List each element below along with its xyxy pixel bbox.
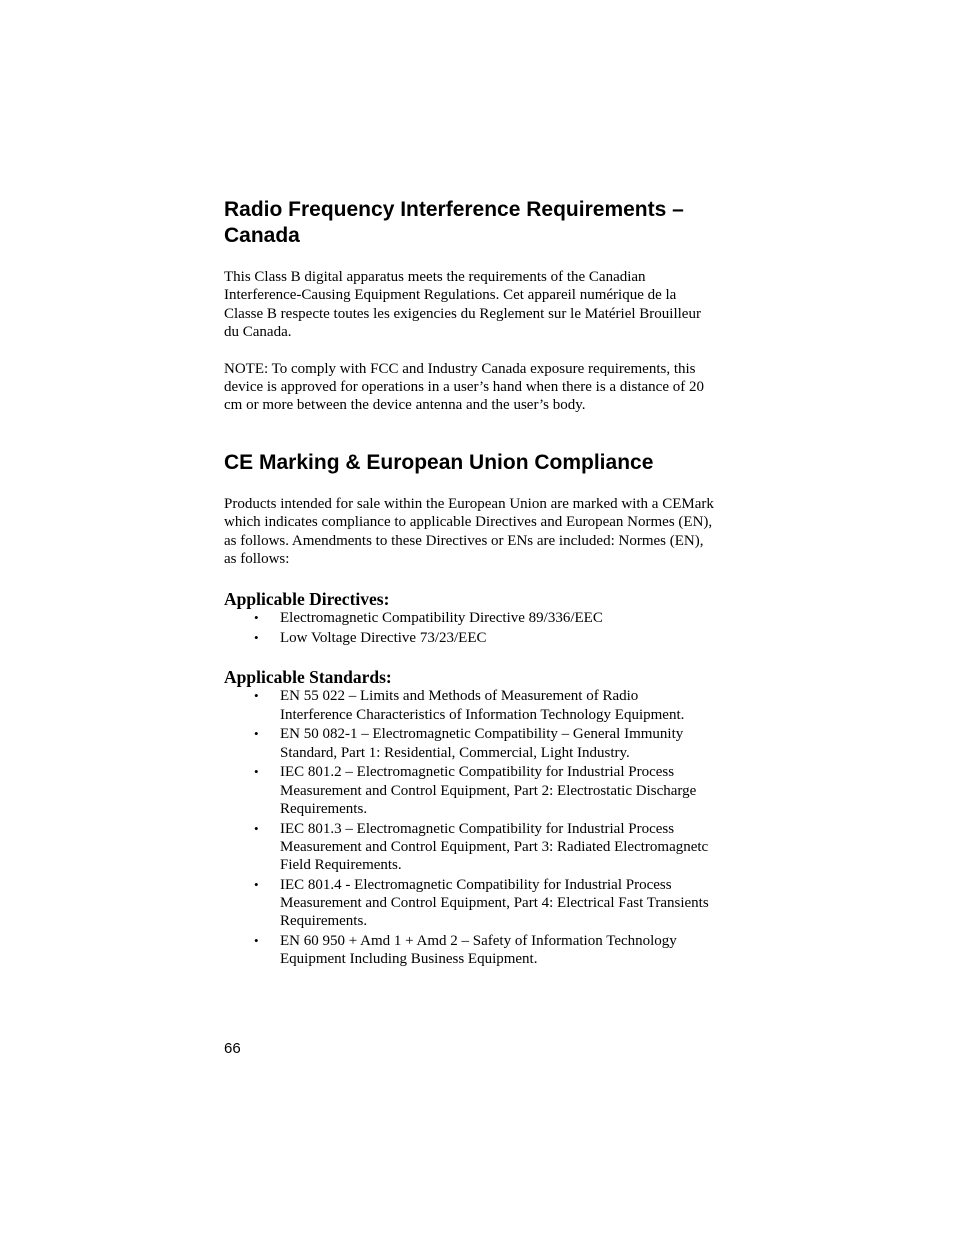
bullet-icon: •: [254, 820, 259, 836]
list-item-text: Low Voltage Directive 73/23/EEC: [280, 630, 487, 647]
bullet-icon: •: [254, 933, 259, 949]
list-item: [224, 629, 714, 647]
list-item-text: EN 50 082-1 – Electromagnetic Compatibility – General Immunity Standard, Part 1: Residential, Commercial, Light Industry.: [280, 726, 684, 761]
list-item-text: IEC 801.2 – Electromagnetic Compatibility for Industrial Process Measurement and Control Equipment, Part 2: Electrostatic Discharge Requirements.: [280, 764, 697, 817]
bullet-icon: •: [254, 764, 259, 780]
section-title-canada: Radio Frequency Interference Requirements – Canada: [224, 198, 684, 247]
list-item: [224, 687, 714, 723]
list-item: [224, 820, 714, 875]
directives-heading: Applicable Directives:: [224, 589, 390, 610]
list-item-text: Electromagnetic Compatibility Directive 89/336/EEC: [280, 610, 603, 627]
directives-list: [224, 609, 714, 647]
bullet-icon: •: [254, 630, 259, 646]
canada-paragraph-1: This Class B digital apparatus meets the requirements of the Canadian Interference-Causing Equipment Regulations. Cet appareil numérique de la Classe B respecte toutes les exigencies du Reglement sur le Matériel Brouilleur du Canada.: [224, 269, 701, 341]
list-item-text: IEC 801.4 - Electromagnetic Compatibility for Industrial Process Measurement and Control Equipment, Part 4: Electrical Fast Transients Requirements.: [280, 876, 709, 930]
list-item: [224, 876, 714, 931]
list-item: [224, 763, 714, 818]
list-item-text: EN 55 022 – Limits and Methods of Measurement of Radio Interference Characteristics of Information Technology Equipment.: [280, 688, 685, 723]
section-title-ce: CE Marking & European Union Compliance: [224, 450, 654, 474]
ce-paragraph-1: Products intended for sale within the European Union are marked with a CEMark which indicates compliance to applicable Directives and European Normes (EN), as follows. Amendments to these Directives or ENs are included: Normes (EN), as follows:: [224, 495, 714, 568]
standards-heading: Applicable Standards:: [224, 667, 392, 688]
canada-note-paragraph: NOTE: To comply with FCC and Industry Canada exposure requirements, this device is approved for operations in a user’s hand when there is a distance of 20 cm or more between the device antenna and the user’s body.: [224, 360, 704, 414]
standards-list: [224, 687, 714, 968]
page-number: 66: [224, 1040, 241, 1057]
bullet-icon: •: [254, 726, 259, 742]
bullet-icon: •: [254, 688, 259, 704]
document-page: [224, 195, 714, 970]
list-item-text: EN 60 950 + Amd 1 + Amd 2 – Safety of Information Technology Equipment Including Business Equipment.: [280, 933, 677, 968]
list-item: [224, 609, 714, 627]
bullet-icon: •: [254, 610, 259, 626]
list-item: [224, 725, 714, 761]
list-item-text: IEC 801.3 – Electromagnetic Compatibility for Industrial Process Measurement and Control Equipment, Part 3: Radiated Electromagnetc Field Requirements.: [280, 820, 709, 874]
bullet-icon: •: [254, 876, 259, 892]
list-item: [224, 932, 714, 968]
